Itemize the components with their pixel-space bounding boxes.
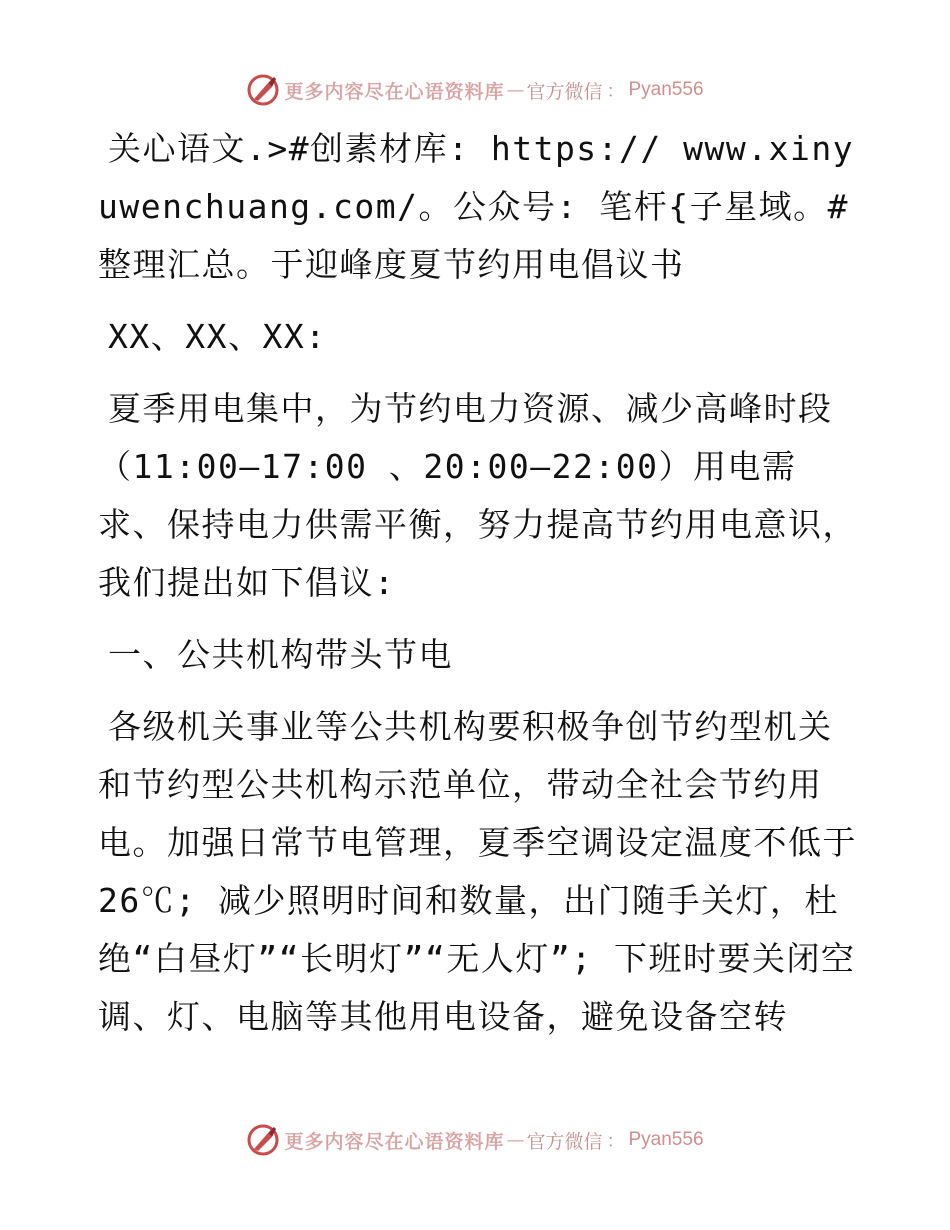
banner-main-text: 更多内容尽在心语资料库	[284, 1130, 505, 1153]
pen-logo-icon	[246, 1123, 280, 1157]
banner-wechat-label: 官方微信	[526, 80, 603, 103]
banner-colon: ：	[606, 81, 625, 102]
paragraph-proposal: 夏季用电集中，为节约电力资源、减少高峰时段（11:00—17:00 、20:00—22:00）用电需求、保持电力供需平衡，努力提高节约用电意识，我们提出如下倡议:	[98, 389, 857, 602]
header-banner	[0, 70, 950, 110]
footer-banner	[0, 1120, 950, 1160]
paragraph-salutation: XX、XX、XX:	[108, 317, 327, 356]
banner-wechat-label: 官方微信	[526, 1130, 603, 1153]
banner-dash: —	[506, 1129, 525, 1151]
paragraph-intro: 关心语文.>#创素材库: https:// www.xinyuwenchuang.com/。公众号: 笔杆{子星域。#整理汇总。于迎峰度夏节约用电倡议书	[98, 129, 855, 284]
banner-colon: ：	[606, 1131, 625, 1152]
banner-main-text: 更多内容尽在心语资料库	[284, 80, 505, 103]
banner-dash: —	[506, 79, 525, 101]
banner-wechat-id: Pyan556	[628, 79, 704, 100]
section-heading-1: 一、公共机构带头节电	[108, 635, 453, 674]
paragraph-section-1: 各级机关事业等公共机构要积极争创节约型机关和节约型公共机构示范单位，带动全社会节约用电。加强日常节电管理，夏季空调设定温度不低于26℃; 减少照明时间和数量，出门随手关灯，杜绝“白昼灯”“长明灯”“无人灯”; 下班时要关闭空调、灯、电脑等其他用电设备，避免设备空转	[98, 707, 857, 1036]
banner-wechat-id: Pyan556	[628, 1129, 704, 1150]
pen-logo-icon	[246, 73, 280, 107]
document-body	[98, 120, 858, 1060]
